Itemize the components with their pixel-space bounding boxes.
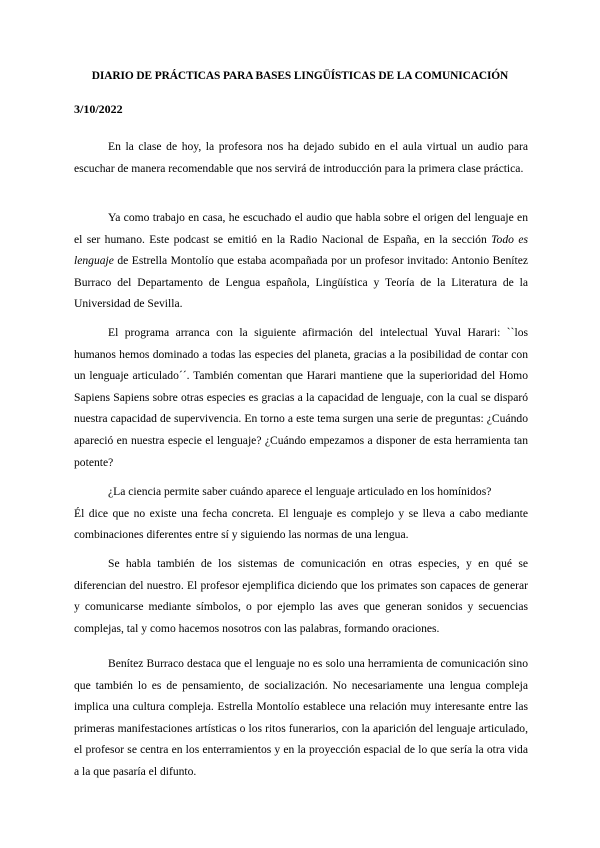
document-date: 3/10/2022 [74,102,123,116]
paragraph-2-section-name: Todo es lenguaje [74,232,528,268]
paragraph-6: Benítez Burraco destaca que el lenguaje no es solo una herramienta de comunicación sino que también lo es de pensamiento, de socialización. No necesariamente una lengua compleja implica una cultura compleja. Estrella Montolío establece una relación muy interesante entre las primeras manifestaciones artísticas o los ritos funerarios, con la aparición del lenguaje articulado, el profesor se centra en los enterramientos y en la proyección espacial de lo que sería la otra vida a la que pasaría el difunto. [74,657,528,778]
paragraph-5: Se habla también de los sistemas de comunicación en otras especies, y en qué se diferencian del nuestro. El profesor ejemplifica diciendo que los primates son capaces de generar y comunicarse mediante símbolos, o por ejemplo las aves que generan sonidos y secuencias complejas, tal y como hacemos nosotros con las palabras, formando oraciones. [74,557,528,635]
document-title: DIARIO DE PRÁCTICAS PARA BASES LINGÜÍSTICAS DE LA COMUNICACIÓN [91,70,509,82]
paragraph-1: En la clase de hoy, la profesora nos ha dejado subido en el aula virtual un audio para escuchar de manera recomendable que nos servirá de introducción para la primera clase práctica. [74,140,528,175]
paragraph-2-text-a: Ya como trabajo en casa, he escuchado el audio que habla sobre el origen del lenguaje en el ser humano. Este podcast se emitió en la Radio Nacional de España, en la sección [74,211,528,246]
paragraph-2 [74,207,528,315]
paragraph-4-answer: Él dice que no existe una fecha concreta. El lenguaje es complejo y se lleva a cabo mediante combinaciones diferentes entre sí y siguiendo las normas de una lengua. [74,506,528,542]
paragraph-3: El programa arranca con la siguiente afirmación del intelectual Yuval Harari: ``los humanos hemos dominado a todas las especies del planeta, gracias a la posibilidad de contar con un lenguaje articulado´´. También comentan que Harari mantiene que la superioridad del Homo Sapiens Sapiens sobre otras especies es gracias a la capacidad de lenguaje, con la cual se disparó nuestra capacidad de supervivencia. En torno a este tema surgen una serie de preguntas: ¿Cuándo apareció en nuestra especie el lenguaje? ¿Cuándo empezamos a disponer de esta herramienta tan potente? [74,326,528,469]
paragraph-2-text-b: de Estrella Montolío que estaba acompañada por un profesor invitado: Antonio Benítez Burraco del Departamento de Lengua española, Lingüística y Teoría de la Literatura de la Universidad de Sevilla. [74,254,528,311]
paragraph-4-question: ¿La ciencia permite saber cuándo aparece el lenguaje articulado en los homínidos? [108,485,492,498]
paragraph-4 [74,481,528,546]
